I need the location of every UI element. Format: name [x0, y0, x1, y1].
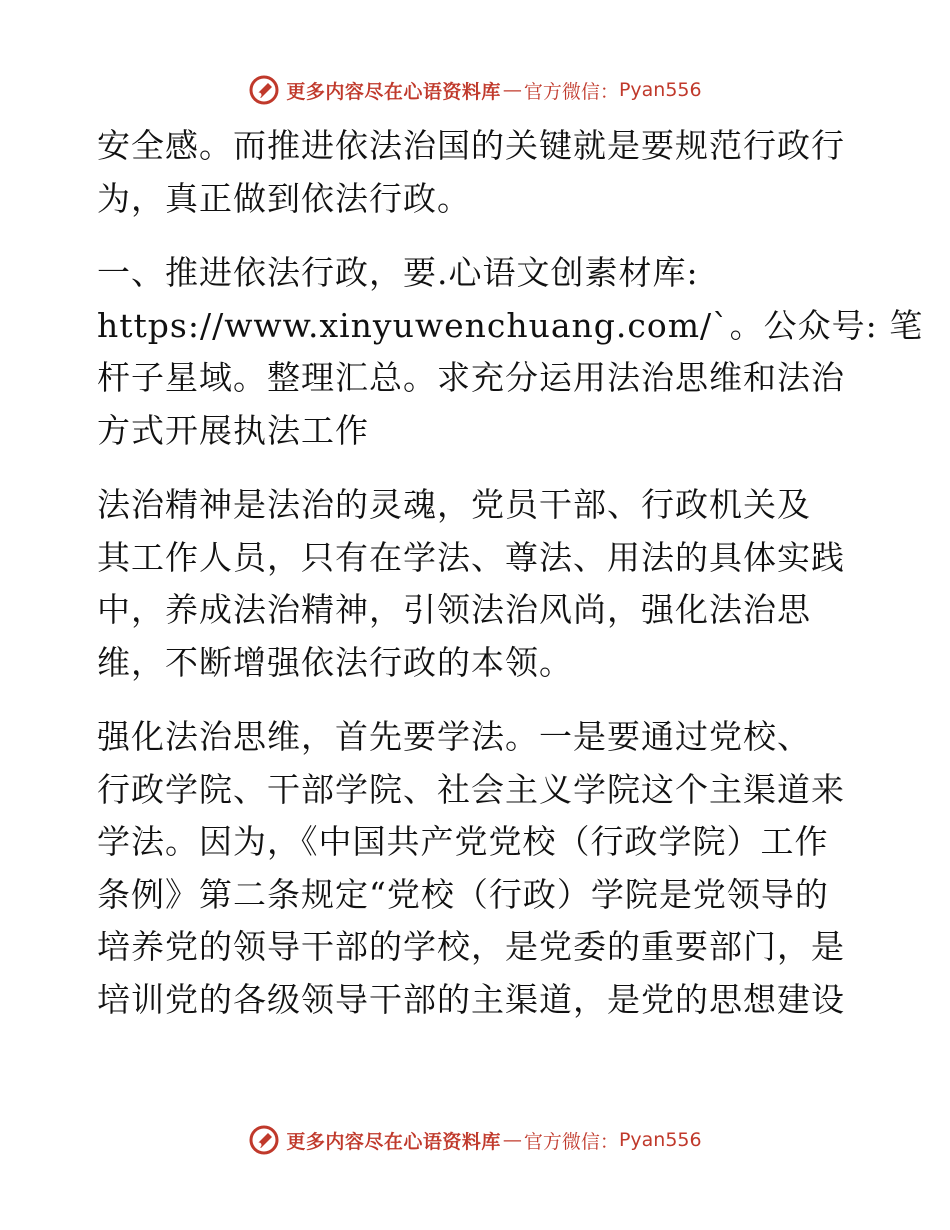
header-banner [0, 70, 950, 110]
logo-icon [248, 1124, 280, 1156]
text-line: 培养党的领导干部的学校，是党委的重要部门，是 [97, 927, 845, 966]
document-body [97, 120, 924, 1026]
text-line: 条例》第二条规定“党校（行政）学院是党领导的 [97, 874, 829, 914]
text-line: 法治精神是法治的灵魂，党员干部、行政机关及 [97, 485, 811, 524]
banner-separator: — [502, 79, 522, 101]
text-line: 强化法治思维，首先要学法。一是要通过党校、 [97, 717, 811, 756]
text-line: 维，不断增强依法行政的本领。 [97, 642, 573, 682]
paragraph [97, 247, 924, 457]
text-line: 杆子星域。整理汇总。求充分运用法治思维和法治 [97, 358, 845, 397]
banner-separator: — [502, 1129, 522, 1151]
text-line: 一、推进依法行政，要.心语文创素材库: [97, 253, 699, 292]
text-line: 方式开展执法工作 [97, 410, 369, 450]
text-line: 培训党的各级领导干部的主渠道，是党的思想建设 [97, 979, 845, 1019]
text-line: 中，养成法治精神，引领法治风尚，强化法治思 [97, 590, 811, 629]
text-line: 行政学院、干部学院、社会主义学院这个主渠道来 [97, 769, 845, 809]
paragraph [97, 479, 857, 689]
banner-main-text: 更多内容尽在心语资料库 [286, 1130, 501, 1153]
text-line: 其工作人员，只有在学法、尊法、用法的具体实践 [97, 537, 845, 577]
banner-label: 官方微信： [523, 80, 619, 103]
paragraph [97, 711, 857, 1026]
banner-wechat-id: Pyan556 [618, 79, 702, 101]
text-line: 为，真正做到依法行政。 [97, 178, 471, 218]
text-line: 安全感。而推进依法治国的关键就是要规范行政行 [97, 126, 845, 165]
banner-wechat-id: Pyan556 [618, 1129, 702, 1151]
text-line: 学法。因为，《中国共产党党校（行政学院）工作 [97, 822, 829, 861]
paragraph [97, 120, 857, 225]
footer-banner [0, 1120, 950, 1160]
text-line: https://www.xinyuwenchuang.com/`。公众号: 笔 [97, 305, 924, 345]
banner-main-text: 更多内容尽在心语资料库 [286, 80, 501, 103]
logo-icon [248, 74, 280, 106]
banner-label: 官方微信： [523, 1130, 619, 1153]
